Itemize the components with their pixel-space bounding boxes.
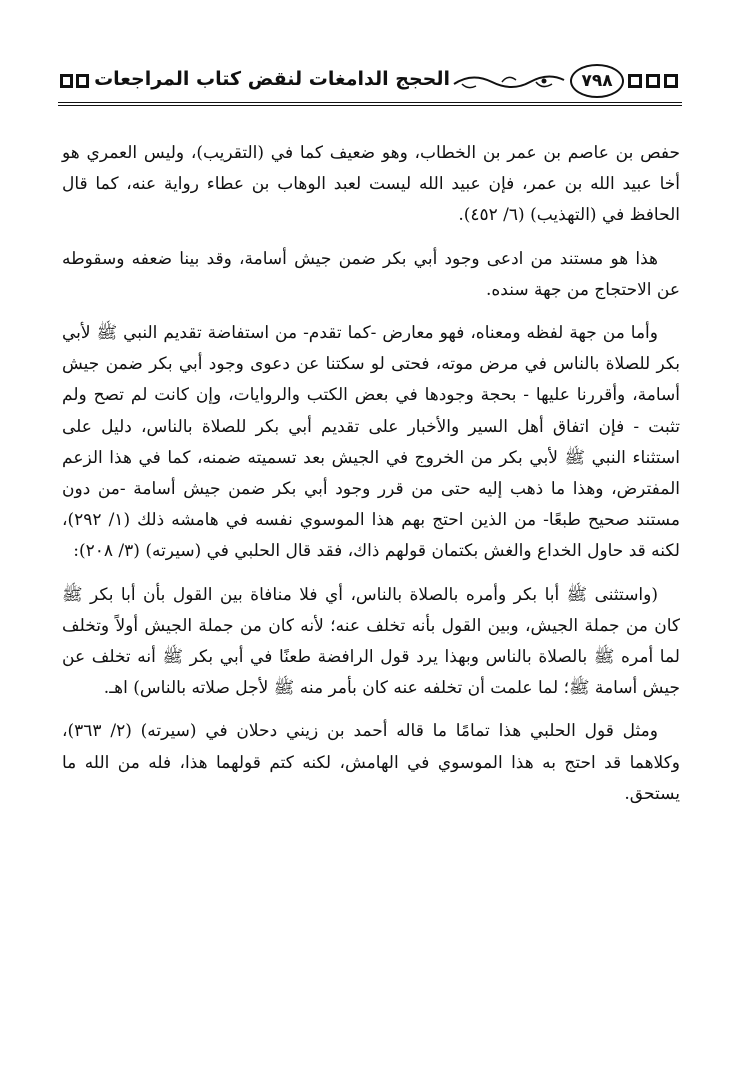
ornament-left-icon: [58, 70, 92, 92]
quoted-paragraph: (واستثنى ﷺ أبا بكر وأمره بالصلاة بالناس، أي فلا منافاة بين القول بأن أبا بكر ﷺ كان من جملة الجيش، وبين القول بأنه تخلف عنه؛ لأنه كان من جملة الجيش أولاً وتخلف لما أمره ﷺ بالصلاة بالناس وبهذا يرد قول الرافضة طعنًا في أبي بكر ﷺ أنه تخلف عن جيش أسامة ﷺ؛ لما علمت أن تخلفه عنه كان بأمر منه ﷺ لأجل صلاته بالناس) اهـ.: [62, 584, 680, 699]
page-body: [62, 138, 680, 810]
page-number: ٧٩٨: [570, 64, 624, 98]
page-header: [58, 62, 682, 108]
running-title: الحجج الدامغات لنقض كتاب المراجعات: [94, 68, 450, 90]
paragraph: وأما من جهة لفظه ومعناه، فهو معارض -كما تقدم- من استفاضة تقديم النبي ﷺ لأبي بكر للصلاة بالناس في مرض موته، فحتى لو سكتنا عن دعوى وجود أبي بكر ضمن جيش أسامة، وأقررنا عليها - بحجة وجودها في بعض الكتب والروايات، وإن كانت لم تصح ولم تثبت - فإن اتفاق أهل السير والأخبار على تقديم أبي بكر للصلاة بالناس، دليل على استثناء النبي ﷺ لأبي بكر من الخروج في الجيش بعد تسميته ضمنه، كما في هذا الزعم المفترض، وهذا ما ذهب إليه حتى من قرر وجود أبي بكر ضمن جيش أسامة -من دون مستند صحيح طبعًا- من الذين احتج بهم هذا الموسوي نفسه في هامشه ذلك (١/ ٢٩٢)، لكنه قد حاول الخداع والغش بكتمان قولهم ذاك، فقد قال الحلبي في (سيرته) (٣/ ٢٠٨):: [62, 323, 680, 562]
header-rule: [58, 102, 682, 103]
paragraph: حفص بن عاصم بن عمر بن الخطاب، وهو ضعيف كما في (التقريب)، وليس العمري هو أخا عبيد الله بن عمر، فإن عبيد الله ليست لعبد الوهاب بن عطاء رواية عنه، كما قال الحافظ في (التهذيب) (٦/ ٤٥٢).: [62, 143, 680, 226]
ornament-right-icon: [626, 70, 682, 92]
header-rule-thin: [58, 105, 682, 106]
vine-ornament-icon: [452, 70, 566, 94]
paragraph: ومثل قول الحلبي هذا تمامًا ما قاله أحمد بن زيني دحلان في (سيرته) (٢/ ٣٦٣)، وكلاهما قد احتج به هذا الموسوي في الهامش، لكنه كتم قولهما هذا، فله من الله ما يستحق.: [62, 721, 680, 804]
paragraph: هذا هو مستند من ادعى وجود أبي بكر ضمن جيش أسامة، وقد بينا ضعفه وسقوطه عن الاحتجاج من جهة سنده.: [62, 248, 680, 300]
